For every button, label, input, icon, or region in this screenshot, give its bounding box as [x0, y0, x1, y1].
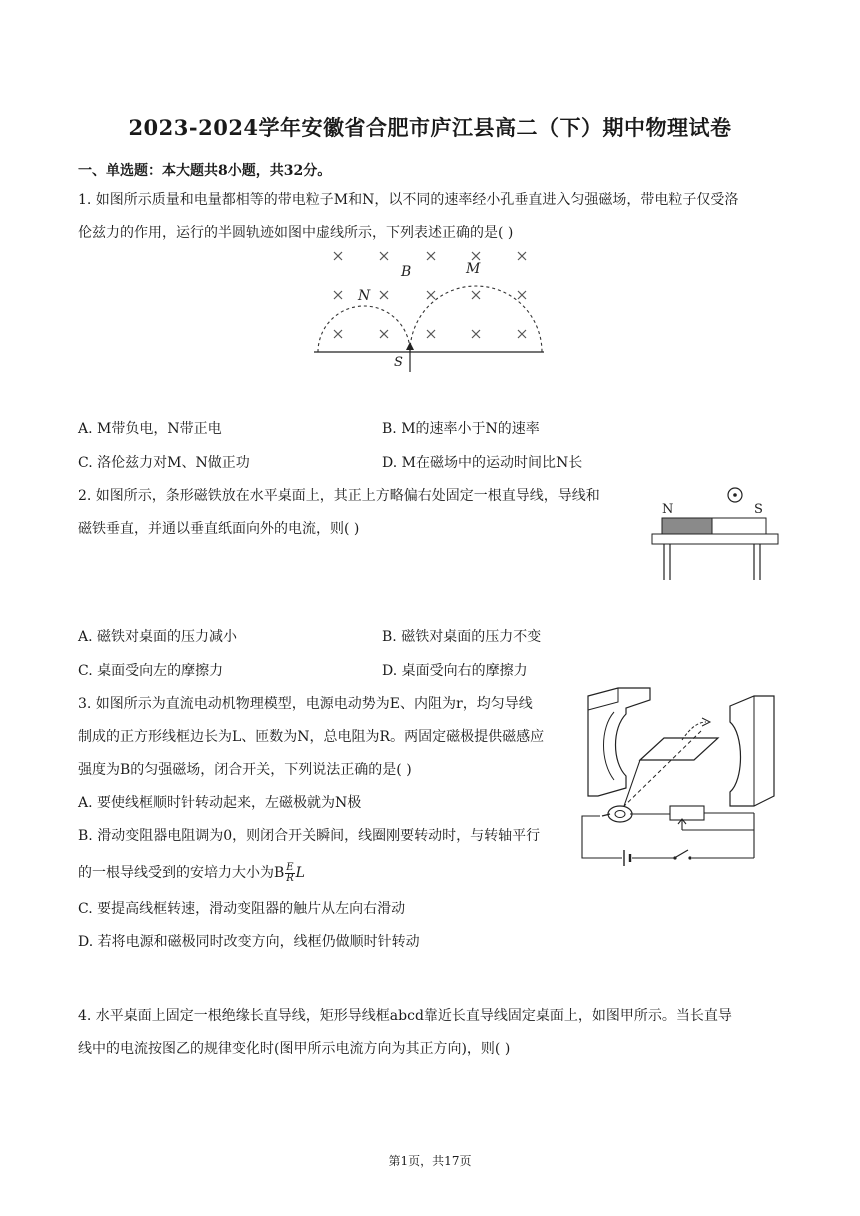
q1-figure	[310, 244, 550, 374]
q1-line1: 1. 如图所示质量和电量都相等的带电粒子M和N，以不同的速率经小孔垂直进入匀强磁场，带电粒子仅受洛	[78, 192, 739, 208]
q3-b-text: 的一根导线受到的安培力大小为B	[78, 865, 285, 881]
page-footer: 第1页，共17页	[388, 1154, 472, 1168]
q2-line1: 2. 如图所示，条形磁铁放在水平桌面上，其正上方略偏右处固定一根直导线，导线和	[78, 488, 600, 504]
q4-line1: 4. 水平桌面上固定一根绝缘长直导线，矩形导线框abcd靠近长直导线固定桌面上，如图甲所示。当长直导	[78, 1008, 732, 1024]
q2-option-a: A. 磁铁对桌面的压力减小	[78, 629, 238, 645]
q1-line2: 伦兹力的作用，运行的半圆轨迹如图中虚线所示，下列表述正确的是( )	[78, 225, 514, 241]
magnet-n-pole	[662, 518, 712, 534]
q1-option-d: D. M在磁场中的运动时间比N长	[382, 455, 583, 471]
magnet-n-label: N	[662, 502, 674, 517]
q1-option-a: A. M带负电，N带正电	[78, 421, 222, 437]
magnet-s-label: S	[754, 502, 763, 517]
page-title: 2023-2024学年安徽省合肥市庐江县高二（下）期中物理试卷	[128, 115, 732, 140]
q3-figure	[578, 688, 778, 860]
q4-line2: 线中的电流按图乙的规律变化时(图甲所示电流方向为其正方向)，则( )	[78, 1041, 511, 1057]
right-magnet	[730, 696, 774, 806]
question-4	[78, 1000, 798, 1066]
trajectory-n	[318, 306, 410, 352]
q3-option-b-line1: B. 滑动变阻器电阻调为0，则闭合开关瞬间，线圈刚要转动时，与转轴平行	[78, 828, 541, 844]
q3-line1: 3. 如图所示为直流电动机物理模型，电源电动势为E、内阻为r，均匀导线	[78, 696, 533, 712]
question-3	[78, 688, 578, 959]
left-magnet	[588, 688, 650, 796]
q3-option-b-line2	[78, 853, 578, 893]
magnet-s-pole	[712, 518, 766, 534]
section-heading: 一、单选题：本大题共8小题，共32分。	[78, 163, 332, 179]
question-2	[78, 480, 638, 546]
q3-b-denominator: R	[286, 872, 294, 884]
rheostat	[670, 806, 704, 820]
label-s: S	[394, 355, 403, 370]
coil-frame	[640, 738, 718, 760]
q1-option-c: C. 洛伦兹力对M、N做正功	[78, 455, 250, 471]
q3-b-length: L	[295, 865, 305, 881]
table-top	[652, 534, 778, 544]
q3-option-d: D. 若将电源和磁极同时改变方向，线框仍做顺时针转动	[78, 934, 420, 950]
label-m: M	[466, 261, 481, 277]
question-1	[78, 184, 788, 250]
q3-b-fraction	[285, 863, 294, 884]
label-b: B	[401, 264, 412, 280]
q2-option-d: D. 桌面受向右的摩擦力	[382, 663, 528, 679]
label-n: N	[358, 288, 371, 304]
q3-line3: 强度为B的匀强磁场，闭合开关，下列说法正确的是( )	[78, 762, 412, 778]
q2-line2: 磁铁垂直，并通以垂直纸面向外的电流，则( )	[78, 521, 360, 537]
q3-option-a: A. 要使线框顺时针转动起来，左磁极就为N极	[78, 795, 362, 811]
q3-b-numerator: E	[286, 861, 294, 873]
q3-option-c: C. 要提高线框转速，滑动变阻器的触片从左向右滑动	[78, 901, 406, 917]
q2-option-b: B. 磁铁对桌面的压力不变	[382, 629, 542, 645]
q2-option-c: C. 桌面受向左的摩擦力	[78, 663, 224, 679]
q3-line2: 制成的正方形线框边长为L、匝数为N，总电阻为R。两固定磁极提供磁感应	[78, 729, 545, 745]
switch	[676, 850, 688, 857]
q2-figure	[650, 486, 782, 582]
q1-option-b: B. M的速率小于N的速率	[382, 421, 540, 437]
